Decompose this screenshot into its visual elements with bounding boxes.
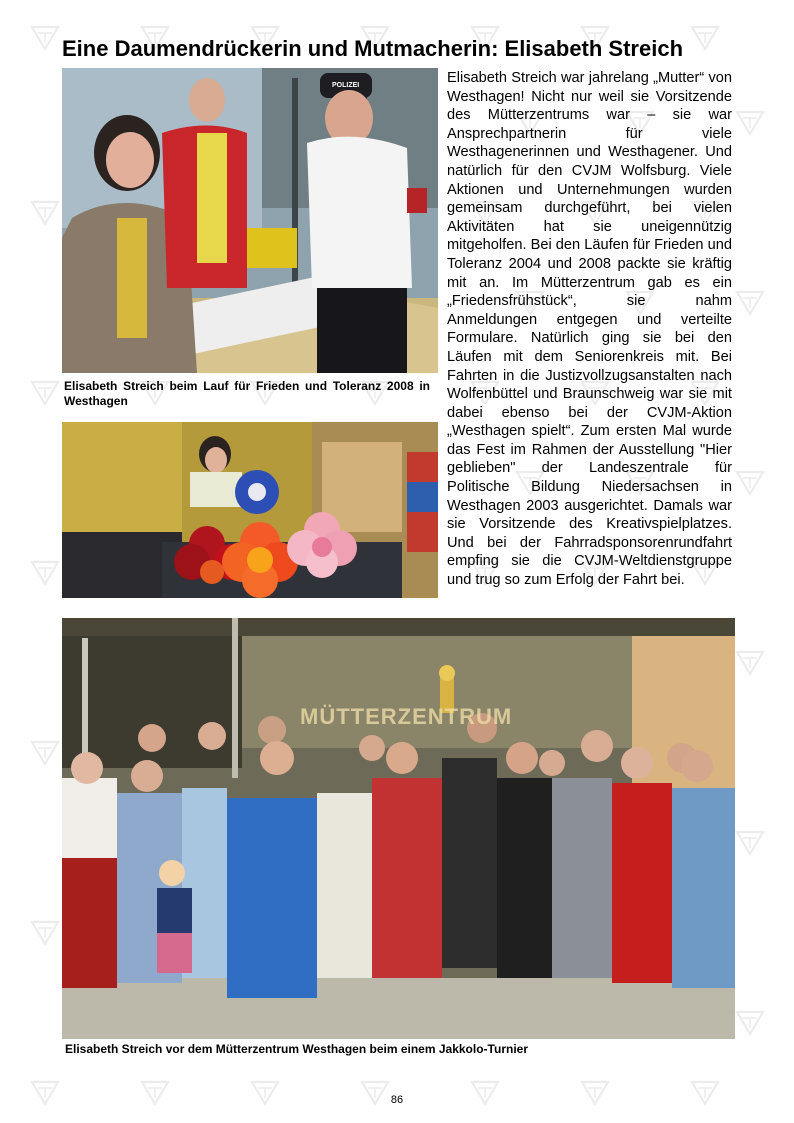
cvjm-triangle-logo-icon <box>30 380 60 406</box>
cvjm-triangle-logo-icon <box>735 290 765 316</box>
cvjm-triangle-logo-icon <box>735 830 765 856</box>
caption-photo-3: Elisabeth Streich vor dem Mütterzentrum Westhagen beim einem Jakkolo-Turnier <box>65 1042 528 1056</box>
page-number: 86 <box>390 1094 404 1106</box>
page-title: Eine Daumendrückerin und Mutmacherin: Elisabeth Streich <box>62 36 684 61</box>
cvjm-triangle-logo-icon <box>30 560 60 586</box>
cvjm-triangle-logo-icon <box>30 200 60 226</box>
article-body: Elisabeth Streich war jahrelang „Mutter“ von Westhagen! Nicht nur weil sie Vorsitzende des Mütterzentrums war – sie war Ansprechpartnerin für viele Westhagenerinnen und Westhagener. Und natürlich für den CVJM Wolfsburg. Viele Aktionen und Unternehmungen wurden gemeinsam durchgeführt, bei vielen Aktivitäten hat sie uneigennützig mitgeholfen. Bei den Läufen für Frieden und Toleranz 2004 und 2008 packte sie kräftig mit an. Im Mütterzentrum gab es ein „Friedensfrühstück“, sie nahm Anmeldungen entgegen und verteilte Formulare. Natürlich ging sie bei den Läufen mit dem Seniorenkreis mit. Bei Fahrten in die Justizvollzugsanstalten nach Wolfenbüttel und Braunschweig war sie mit dabei ebenso bei der CVJM-Aktion „Westhagen spielt“. Zum ersten Mal wurde das Fest im Rahmen der Ausstellung "Hier geblieben" der Landeszentrale für Politische Bildung Niedersachsen in Westhagen 2003 ausgerichtet. Damals war sie Vorsitzende des Kreativspielplatzes. Und bei der Fahrradsponsorenrundfahrt empfing sie die CVJM-Weltdienstgruppe und trug so zum Erfolg der Fahrt bei. <box>447 70 732 589</box>
photo-group-muetterzentrum <box>62 618 735 1039</box>
cvjm-triangle-logo-icon <box>735 1010 765 1036</box>
photo-stand-police <box>62 68 438 373</box>
cvjm-triangle-logo-icon <box>735 470 765 496</box>
cvjm-triangle-logo-icon <box>30 920 60 946</box>
cvjm-triangle-logo-icon <box>735 110 765 136</box>
cvjm-triangle-logo-icon <box>30 25 60 51</box>
photo-flower-cushions <box>62 422 438 598</box>
cvjm-triangle-logo-icon <box>735 650 765 676</box>
muetterzentrum-sign: MÜTTERZENTRUM <box>300 704 513 729</box>
cvjm-triangle-logo-icon <box>30 740 60 766</box>
police-cap-text: POLIZEI <box>332 82 360 89</box>
caption-photo-1: Elisabeth Streich beim Lauf für Frieden und Toleranz 2008 in Westhagen <box>64 379 430 408</box>
